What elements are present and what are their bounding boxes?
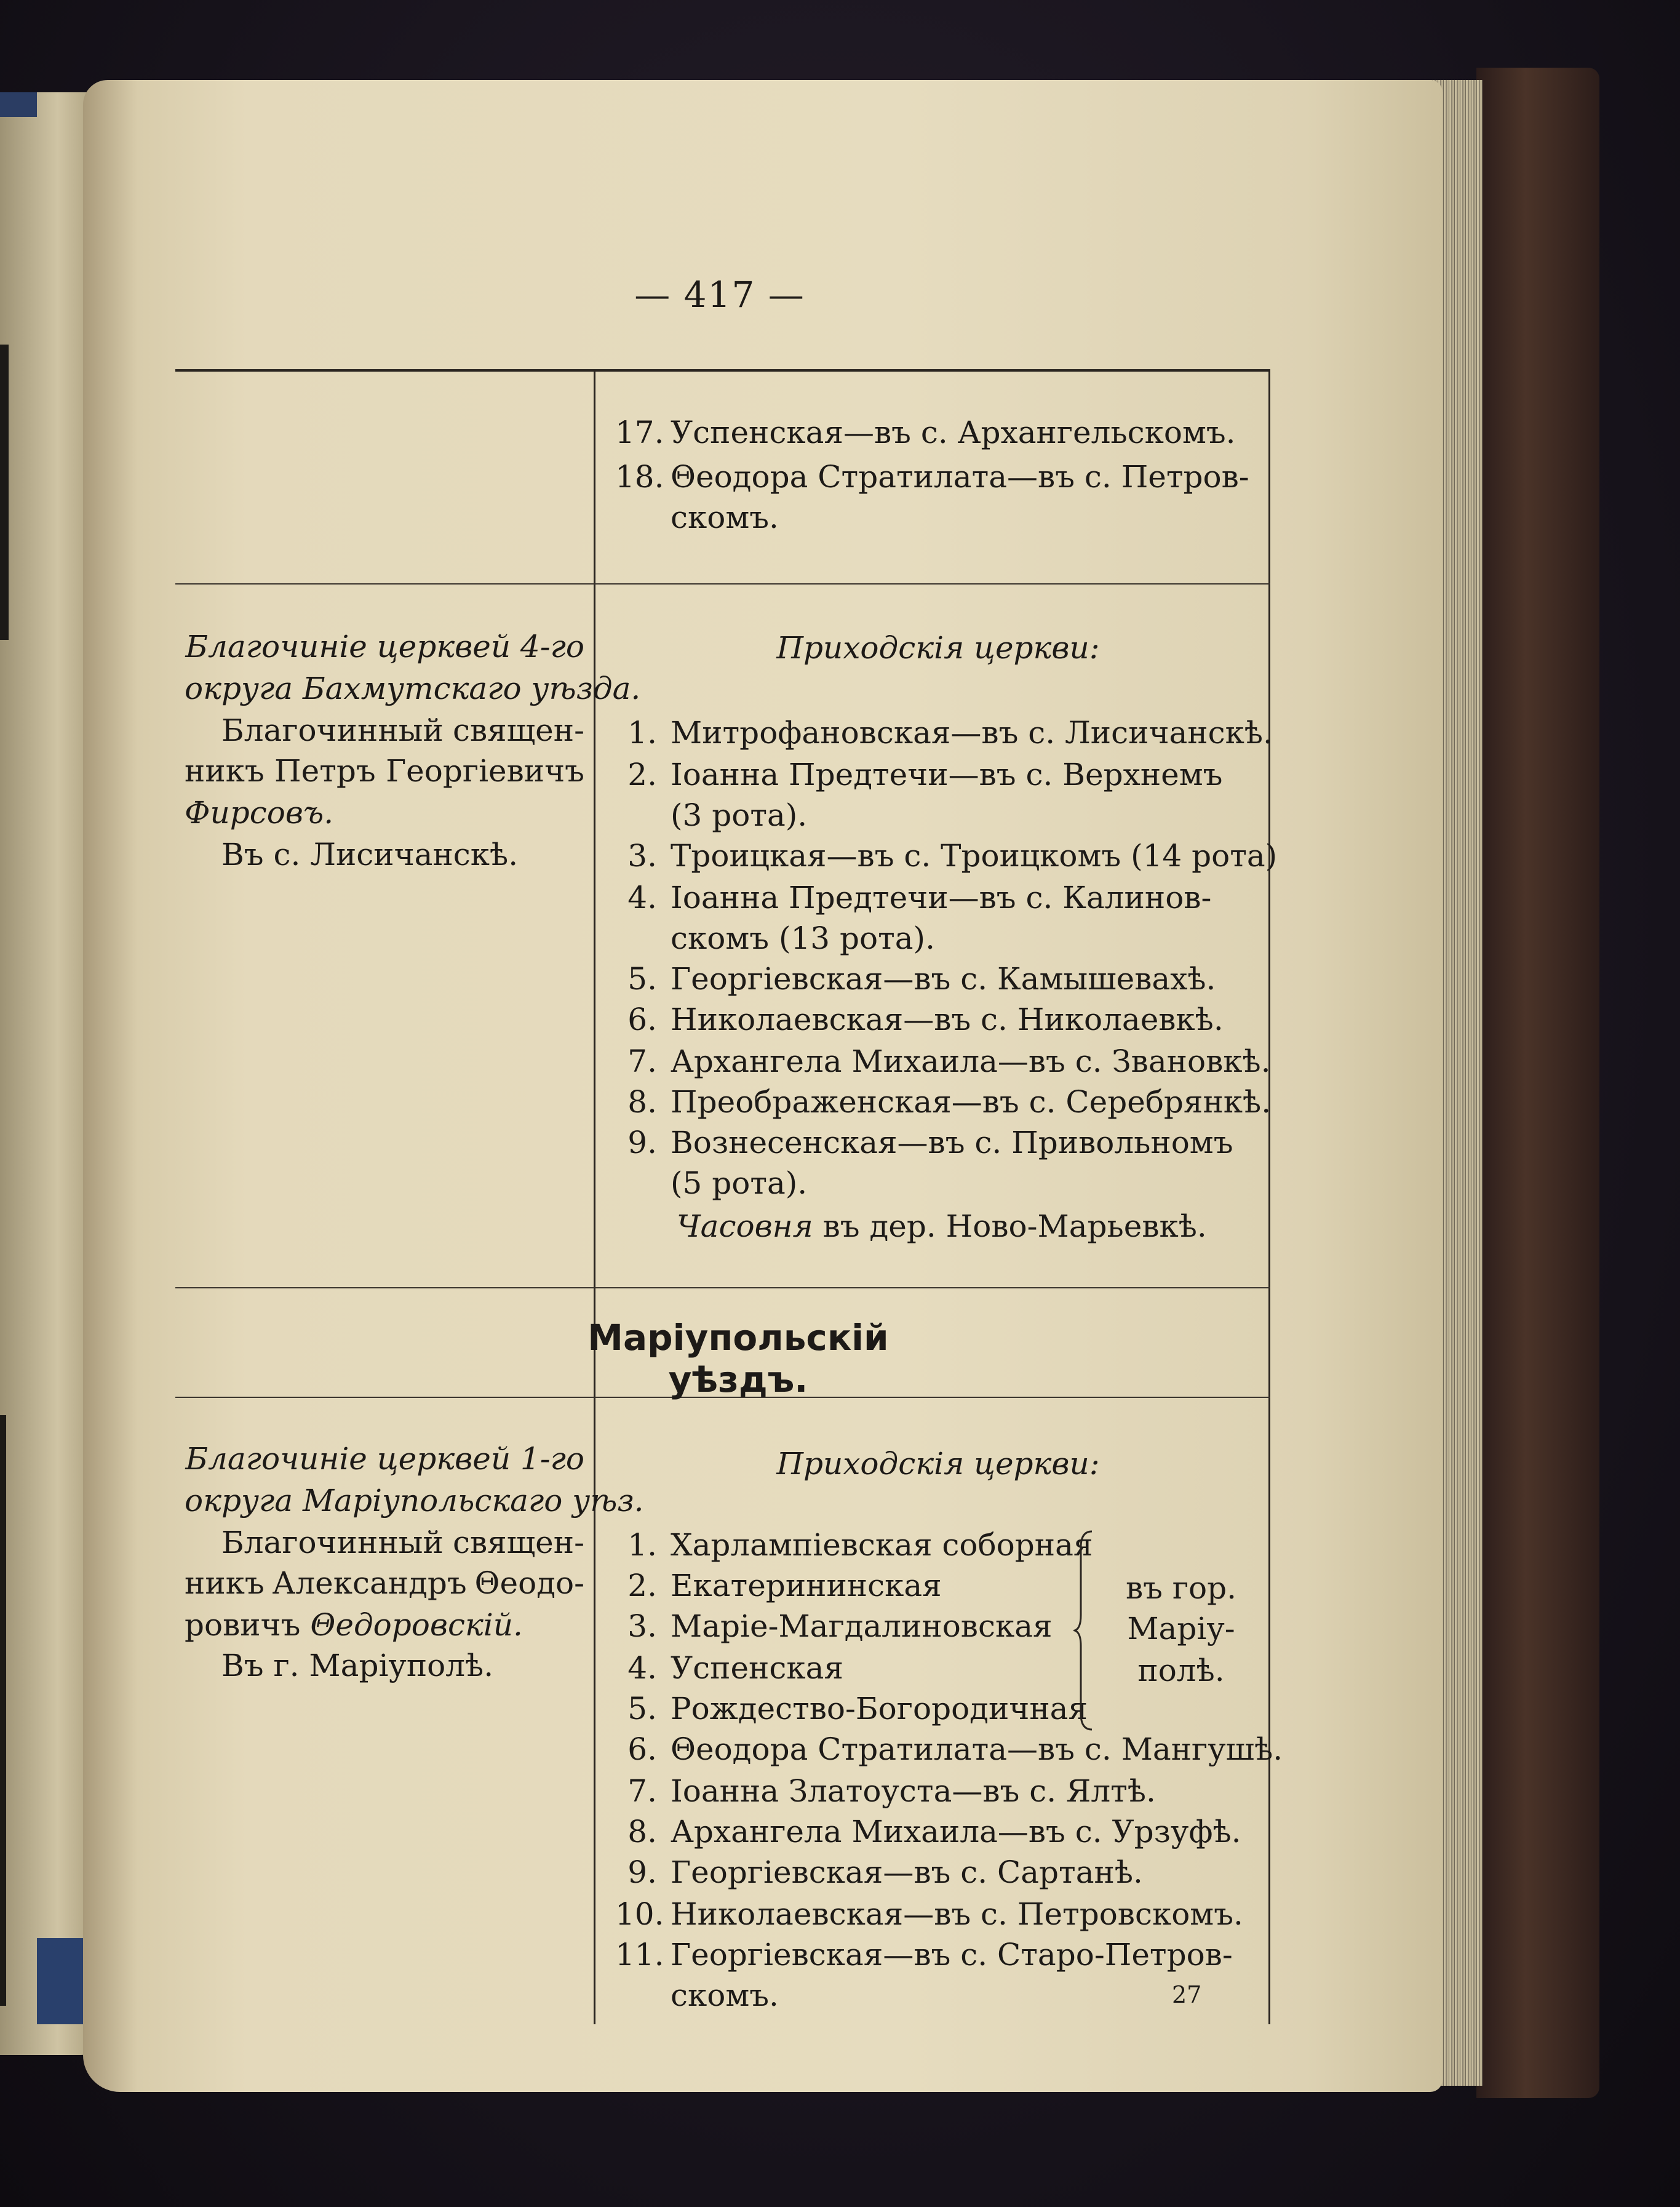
list-item: 18. Θеодора Стратилата—въ с. Петров-	[615, 459, 1249, 495]
dean-line: ровичъ Θедоровскій.	[185, 1607, 523, 1643]
dean-residence: Въ с. Лисичанскѣ.	[221, 837, 519, 872]
left-page-rule	[0, 1415, 6, 2006]
list-item: 3. Троицкая—въ с. Троицкомъ (14 рота)	[627, 838, 1278, 874]
list-item: скомъ.	[671, 1978, 779, 2013]
list-item: 5. Георгіевская—въ с. Камышевахѣ.	[627, 961, 1216, 997]
list-item: 6. Θеодора Стратилата—въ с. Мангушѣ.	[627, 1731, 1283, 1767]
list-item: 7. Іоанна Златоуста—въ с. Ялтѣ.	[627, 1773, 1156, 1809]
row-divider	[175, 1287, 1270, 1288]
list-item: 8. Преображенская—въ с. Серебрянкѣ.	[627, 1084, 1272, 1120]
list-item: 4. Успенская	[627, 1650, 843, 1686]
page-number: — 417 —	[634, 274, 805, 316]
list-item: 9. Вознесенская—въ с. Привольномъ	[627, 1125, 1233, 1160]
curly-brace	[1073, 1529, 1098, 1732]
list-item: 9. Георгіевская—въ с. Сартанѣ.	[627, 1854, 1143, 1890]
row-divider	[175, 583, 1270, 585]
list-item: скомъ (13 рота).	[671, 920, 935, 956]
group-note: въ гор.	[1125, 1570, 1237, 1606]
list-item: (5 рота).	[671, 1165, 808, 1201]
list-item: 8. Архангела Михаила—въ с. Урзуфѣ.	[627, 1814, 1241, 1850]
left-page-rule	[0, 345, 9, 640]
chapel-line: Часовня въ дер. Ново-Марьевкѣ.	[677, 1208, 1207, 1244]
deanery-title: округа Бахмутскаго уѣзда.	[185, 671, 641, 706]
dean-line: никъ Александръ Θеодо-	[185, 1565, 584, 1601]
left-binding-cloth	[0, 92, 37, 117]
list-item: 7. Архангела Михаила—въ с. Звановкѣ.	[627, 1044, 1271, 1079]
list-item: 6. Николаевская—въ с. Николаевкѣ.	[627, 1002, 1224, 1037]
dean-residence: Въ г. Маріуполѣ.	[221, 1648, 494, 1683]
deanery-title: округа Маріупольскаго уѣз.	[185, 1483, 644, 1519]
dean-line: Благочинный священ-	[221, 712, 584, 748]
deanery-title: Благочиніе церквей 4-го	[185, 629, 584, 664]
list-item: 17. Успенская—въ с. Архангельскомъ.	[615, 415, 1236, 450]
list-item: 11. Георгіевская—въ с. Старо-Петров-	[615, 1937, 1233, 1973]
list-item: скомъ.	[671, 500, 779, 535]
list-item: 2. Іоанна Предтечи—въ с. Верхнемъ	[627, 757, 1223, 792]
list-item: 3. Маріе-Магдалиновская	[627, 1608, 1053, 1644]
list-item: 2. Екатерининская	[627, 1568, 942, 1603]
signature-mark: 27	[1172, 1981, 1202, 2008]
list-item: 1. Харлампіевская соборная	[627, 1527, 1093, 1563]
group-note: Маріу-	[1127, 1611, 1235, 1646]
group-note: полѣ.	[1137, 1653, 1225, 1688]
list-item: 5. Рождество-Богородичная	[627, 1691, 1088, 1726]
list-item: (3 рота).	[671, 797, 808, 833]
list-item: 1. Митрофановская—въ с. Лисичанскѣ.	[627, 715, 1273, 751]
dean-line: никъ Петръ Георгіевичъ	[185, 753, 584, 789]
parish-heading: Приходскія церкви:	[776, 1446, 1100, 1482]
table-right-rule	[1268, 369, 1270, 2024]
dean-name: Фирсовъ.	[185, 795, 334, 831]
parish-heading: Приходскія церкви:	[776, 630, 1100, 666]
book-cover	[1476, 68, 1599, 2098]
deanery-title: Благочиніе церквей 1-го	[185, 1441, 584, 1477]
column-divider	[594, 369, 595, 2024]
table-top-rule	[175, 369, 1270, 372]
list-item: 10. Николаевская—въ с. Петровскомъ.	[615, 1896, 1243, 1932]
list-item: 4. Іоанна Предтечи—въ с. Калинов-	[627, 880, 1212, 916]
district-heading: Маріупольскій уѣздъ.	[587, 1317, 889, 1400]
dean-line: Благочинный священ-	[221, 1525, 584, 1560]
